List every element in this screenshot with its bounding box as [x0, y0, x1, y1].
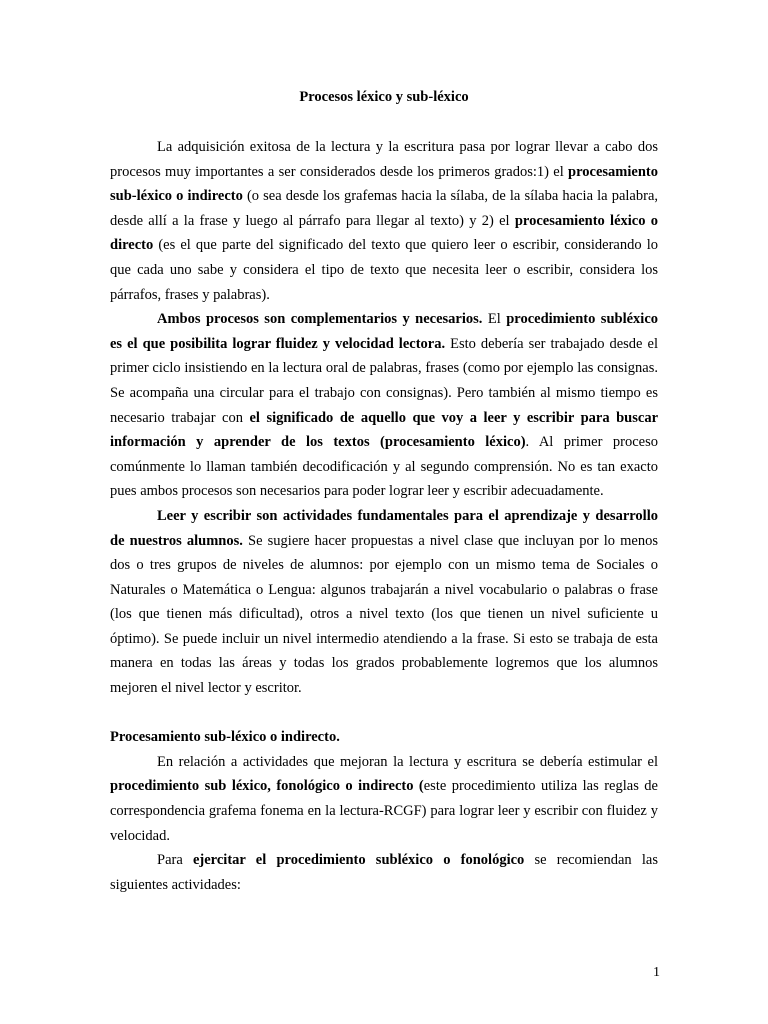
- paragraph-5-text-1: Para: [157, 852, 193, 869]
- paragraph-4-text-2: este procedimiento utiliza las reglas de correspondencia grafema fonema en la lectura-RCGF) para lograr leer y escribir con fluidez y velocidad.: [110, 778, 658, 844]
- document-title: Procesos léxico y sub-léxico: [299, 89, 469, 105]
- paragraph-gap: [110, 701, 658, 726]
- page-number: 1: [653, 965, 660, 980]
- paragraph-4-text-1: En relación a actividades que mejoran la lectura y escritura se debería estimular el: [157, 753, 658, 770]
- paragraph-1-text-2: (o sea desde los grafemas hacia la sílaba, de la sílaba hacia la palabra, desde allí a la frase y luego al párrafo para llegar al texto) y 2) el: [110, 188, 658, 229]
- paragraph-1: [110, 135, 658, 307]
- paragraph-5-text-2: se recomiendan las siguientes actividades:: [110, 852, 659, 893]
- paragraph-3: [110, 504, 658, 701]
- paragraph-1-text-1: La adquisición exitosa de la lectura y la escritura pasa por lograr llevar a cabo dos procesos muy importantes a ser considerados desde los primeros grados:1) el: [110, 139, 658, 180]
- paragraph-4-bold-1: procedimiento sub léxico, fonológico o indirecto (: [110, 778, 424, 795]
- paragraph-2: [110, 307, 658, 504]
- paragraph-2-text-2: Esto debería ser trabajado desde el primer ciclo insistiendo en la lectura oral de palabras, frases (como por ejemplo las consignas. Se acompaña una circular para el trabajo con consignas). Pero también al mismo tiempo es necesario trabajar con: [110, 335, 658, 426]
- paragraph-3-bold-1: Leer y escribir son actividades fundamentales para el aprendizaje y desarrollo de nuestros alumnos.: [110, 507, 658, 549]
- paragraph-2-bold-3: el significado de aquello que voy a leer y escribir para buscar información y aprender de los textos (procesamiento léxico): [110, 409, 659, 451]
- section-heading: Procesamiento sub-léxico o indirecto.: [110, 729, 340, 746]
- paragraph-3-text-1: Se sugiere hacer propuestas a nivel clase que incluyan por lo menos dos o tres grupos de niveles de alumnos: por ejemplo con un mismo tema de Sociales o Naturales o Matemática o Lengua: algunos trabajarán a nivel vocabulario o palabras o frase (los que tienen más dificultad), otros a nivel texto (los que tienen un nivel suficiente u óptimo). Se puede incluir un nivel intermedio atendiendo a la frase. Si esto se trabaja de esta manera en todas las áreas y todas los grados probablemente logremos que los alumnos mejoren el nivel lector y escritor.: [110, 532, 658, 697]
- paragraph-4: [110, 750, 658, 848]
- paragraph-2-text-3: . Al primer proceso comúnmente lo llaman también decodificación y al segundo comprensión. No es tan exacto pues ambos procesos son necesarios para poder lograr leer y escribir adecuadamente.: [110, 434, 658, 500]
- paragraph-1-bold-2: procesamiento léxico o directo: [110, 212, 658, 254]
- paragraph-5: [110, 848, 658, 897]
- paragraph-2-text-1: El: [482, 311, 507, 328]
- paragraph-1-bold-1: procesamiento sub-léxico o indirecto: [110, 163, 658, 205]
- paragraph-5-bold-1: ejercitar el procedimiento subléxico o fonológico: [192, 852, 525, 869]
- paragraph-2-bold-2: procedimiento subléxico es el que posibilita lograr fluidez y velocidad lectora.: [110, 311, 659, 352]
- paragraph-1-text-3: (es el que parte del significado del texto que quiero leer o escribir, considerando lo que cada uno sabe y considera el tipo de texto que necesita leer o escribir, considera los párrafos, frases y palabras).: [110, 237, 658, 303]
- paragraph-2-bold-1: Ambos procesos son complementarios y necesarios.: [157, 311, 483, 328]
- document-body: [110, 135, 658, 897]
